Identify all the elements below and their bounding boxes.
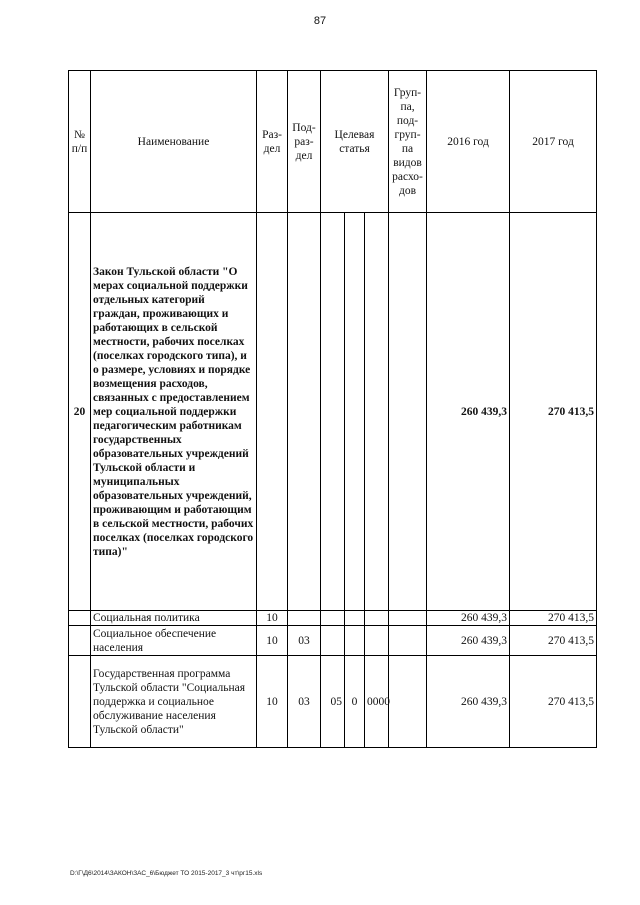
table-row (69, 213, 597, 611)
row-section: 10 (257, 656, 288, 748)
header-2017: 2017 год (510, 71, 597, 213)
row-group (389, 656, 427, 748)
header-section: Раз-дел (257, 71, 288, 213)
page-number: 87 (313, 15, 327, 27)
row-section: 10 (257, 626, 288, 656)
row-target-program: 05 (321, 656, 345, 748)
row-target-sub: 0 (345, 656, 365, 748)
row-section (257, 213, 288, 611)
table-header-row (69, 71, 597, 213)
header-subsection: Под-раз-дел (288, 71, 321, 213)
header-num: № п/п (69, 71, 91, 213)
row-target-direction (365, 626, 389, 656)
row-group (389, 626, 427, 656)
row-target-direction (365, 213, 389, 611)
table-row (69, 656, 597, 748)
row-group (389, 611, 427, 626)
budget-table (68, 70, 597, 748)
row-2017: 270 413,5 (510, 626, 597, 656)
row-subsection: 03 (288, 626, 321, 656)
row-2017: 270 413,5 (510, 213, 597, 611)
row-2016: 260 439,3 (427, 611, 510, 626)
row-num (69, 611, 91, 626)
header-name: Наименование (91, 71, 257, 213)
row-2017: 270 413,5 (510, 611, 597, 626)
row-target-direction (365, 611, 389, 626)
row-2016: 260 439,3 (427, 626, 510, 656)
row-section: 10 (257, 611, 288, 626)
row-target-sub (345, 626, 365, 656)
row-2017: 270 413,5 (510, 656, 597, 748)
table-row (69, 626, 597, 656)
row-num (69, 626, 91, 656)
row-target-program (321, 213, 345, 611)
row-subsection (288, 213, 321, 611)
row-target-program (321, 611, 345, 626)
header-group: Груп-па, под-груп-па видов расхо-дов (389, 71, 427, 213)
row-target-direction: 0000 (365, 656, 389, 748)
row-subsection (288, 611, 321, 626)
row-name: Социальная политика (91, 611, 257, 626)
file-path-footer: D:\Г\Д6\2014\ЗАКОН\ЗАС_6\Бюджет ТО 2015-2017_3 чт\рг15.xls (70, 870, 263, 877)
row-name: Закон Тульской области "О мерах социальной поддержки отдельных категорий граждан, проживающих и работающих в сельской местности, рабочих поселках (поселках городского типа), и о размере, условиях и порядке возмещения расходов, связанных с предоставлением мер социальной поддержки педагогическим работникам государственных образовательных учреждений Тульской области и муниципальных образовательных учреждений, проживающим и работающим в сельской местности, рабочих поселках (поселках городского типа)" (91, 213, 257, 611)
row-num: 20 (69, 213, 91, 611)
row-target-program (321, 626, 345, 656)
row-target-sub (345, 611, 365, 626)
row-num (69, 656, 91, 748)
header-2016: 2016 год (427, 71, 510, 213)
row-2016: 260 439,3 (427, 213, 510, 611)
header-target: Целевая статья (321, 71, 389, 213)
row-2016: 260 439,3 (427, 656, 510, 748)
row-name: Государственная программа Тульской области "Социальная поддержка и социальное обслуживание населения Тульской области" (91, 656, 257, 748)
row-target-sub (345, 213, 365, 611)
row-group (389, 213, 427, 611)
row-subsection: 03 (288, 656, 321, 748)
table-row (69, 611, 597, 626)
row-name: Социальное обеспечение населения (91, 626, 257, 656)
